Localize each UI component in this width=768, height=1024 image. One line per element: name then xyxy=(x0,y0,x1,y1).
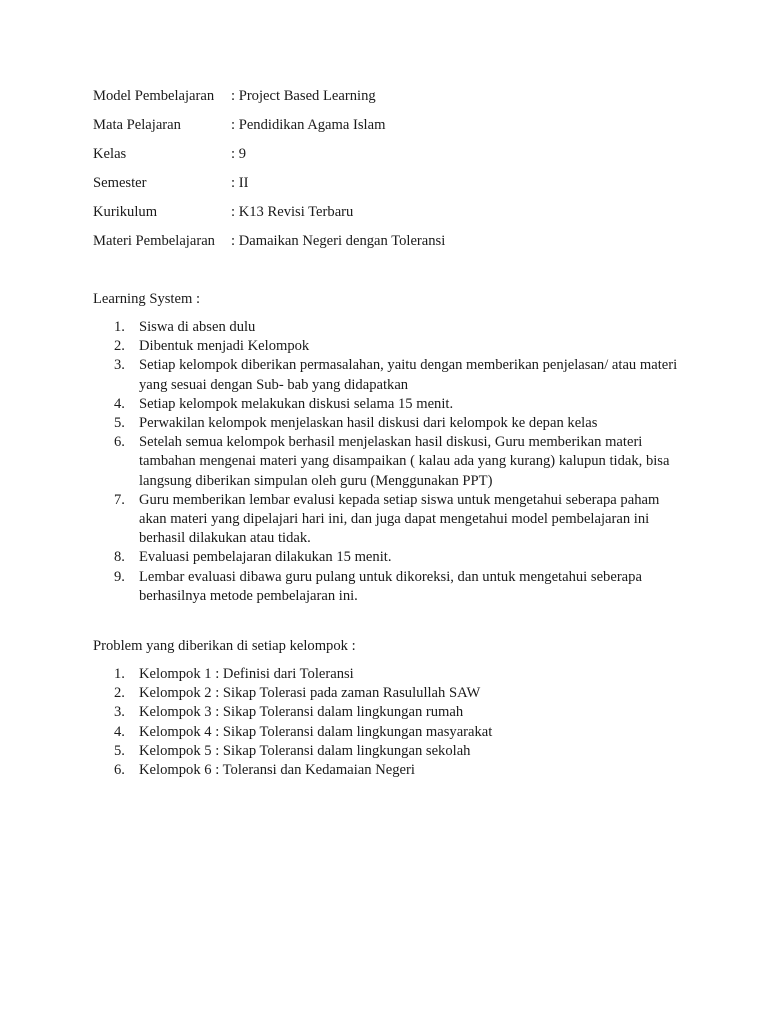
list-number: 9. xyxy=(114,568,125,585)
list-item xyxy=(93,318,683,337)
meta-value: : Project Based Learning xyxy=(231,88,376,104)
list-text: Kelompok 2 : Sikap Tolerasi pada zaman Rasulullah SAW xyxy=(139,685,481,702)
list-item xyxy=(93,703,683,722)
list-text: Kelompok 6 : Toleransi dan Kedamaian Negeri xyxy=(139,762,415,779)
meta-value: : Pendidikan Agama Islam xyxy=(231,117,386,133)
list-number: 3. xyxy=(114,704,125,721)
learning-system-heading: Learning System : xyxy=(93,291,201,307)
list-item xyxy=(93,356,683,394)
list-text: Lembar evaluasi dibawa guru pulang untuk dikoreksi, dan untuk mengetahui seberapa berhasilnya metode pembelajaran ini. xyxy=(139,568,642,604)
list-number: 8. xyxy=(114,549,125,566)
meta-row-kelas xyxy=(93,144,653,164)
list-text: Setelah semua kelompok berhasil menjelaskan hasil diskusi, Guru memberikan materi tambahan mengenai materi yang disampaikan ( kalau ada yang kurang) kalupun tidak, bisa langsung diberikan simpulan oleh guru (Menggunakan PPT) xyxy=(139,434,670,489)
list-item xyxy=(93,548,683,567)
list-item xyxy=(93,723,683,742)
list-number: 6. xyxy=(114,434,125,451)
list-text: Kelompok 1 : Definisi dari Toleransi xyxy=(139,666,354,682)
meta-label: Semester xyxy=(93,175,147,191)
meta-row-semester xyxy=(93,173,653,193)
list-item xyxy=(93,665,683,684)
list-text: Setiap kelompok diberikan permasalahan, yaitu dengan memberikan penjelasan/ atau materi yang sesuai dengan Sub- bab yang didapatkan xyxy=(139,357,678,393)
meta-row-mata-pelajaran xyxy=(93,115,653,135)
list-text: Kelompok 5 : Sikap Toleransi dalam lingkungan sekolah xyxy=(139,742,471,759)
meta-value: : 9 xyxy=(231,146,246,162)
list-item xyxy=(93,395,683,414)
meta-label: Materi Pembelajaran xyxy=(93,233,215,249)
list-text: Dibentuk menjadi Kelompok xyxy=(139,338,310,355)
list-item xyxy=(93,742,683,761)
meta-label: Kurikulum xyxy=(93,204,158,220)
meta-label: Kelas xyxy=(93,146,127,162)
learning-system-list xyxy=(93,318,683,606)
list-number: 2. xyxy=(114,338,125,355)
list-item xyxy=(93,337,683,356)
list-text: Kelompok 3 : Sikap Toleransi dalam lingkungan rumah xyxy=(139,704,464,721)
list-item xyxy=(93,568,683,606)
list-number: 1. xyxy=(114,319,125,335)
list-text: Evaluasi pembelajaran dilakukan 15 menit. xyxy=(139,549,392,566)
list-item xyxy=(93,761,683,780)
list-item xyxy=(93,684,683,703)
list-number: 1. xyxy=(114,666,125,682)
meta-value: : II xyxy=(231,175,249,191)
meta-value: : K13 Revisi Terbaru xyxy=(231,204,354,220)
meta-row-model xyxy=(93,86,653,106)
list-number: 7. xyxy=(114,491,125,508)
list-number: 5. xyxy=(114,742,125,759)
list-item xyxy=(93,433,683,491)
meta-label: Mata Pelajaran xyxy=(93,117,181,133)
list-number: 2. xyxy=(114,685,125,702)
list-text: Setiap kelompok melakukan diskusi selama 15 menit. xyxy=(139,395,454,412)
meta-row-materi xyxy=(93,231,653,251)
list-text: Kelompok 4 : Sikap Toleransi dalam lingkungan masyarakat xyxy=(139,723,493,740)
problems-heading: Problem yang diberikan di setiap kelompok : xyxy=(93,638,356,654)
list-number: 5. xyxy=(114,415,125,432)
meta-value: : Damaikan Negeri dengan Toleransi xyxy=(231,233,446,249)
list-number: 4. xyxy=(114,723,125,740)
list-number: 6. xyxy=(114,762,125,779)
problems-list xyxy=(93,665,683,780)
list-number: 4. xyxy=(114,395,125,412)
list-text: Guru memberikan lembar evalusi kepada setiap siswa untuk mengetahui seberapa paham akan materi yang dipelajari hari ini, dan juga dapat mengetahui model pembelajaran ini berhasil dilakukan atau tidak. xyxy=(139,491,660,547)
meta-label: Model Pembelajaran xyxy=(93,88,215,104)
list-text: Siswa di absen dulu xyxy=(139,319,256,335)
meta-row-kurikulum xyxy=(93,202,653,222)
list-item xyxy=(93,414,683,433)
list-item xyxy=(93,491,683,549)
list-text: Perwakilan kelompok menjelaskan hasil diskusi dari kelompok ke depan kelas xyxy=(139,415,598,432)
list-number: 3. xyxy=(114,357,125,374)
